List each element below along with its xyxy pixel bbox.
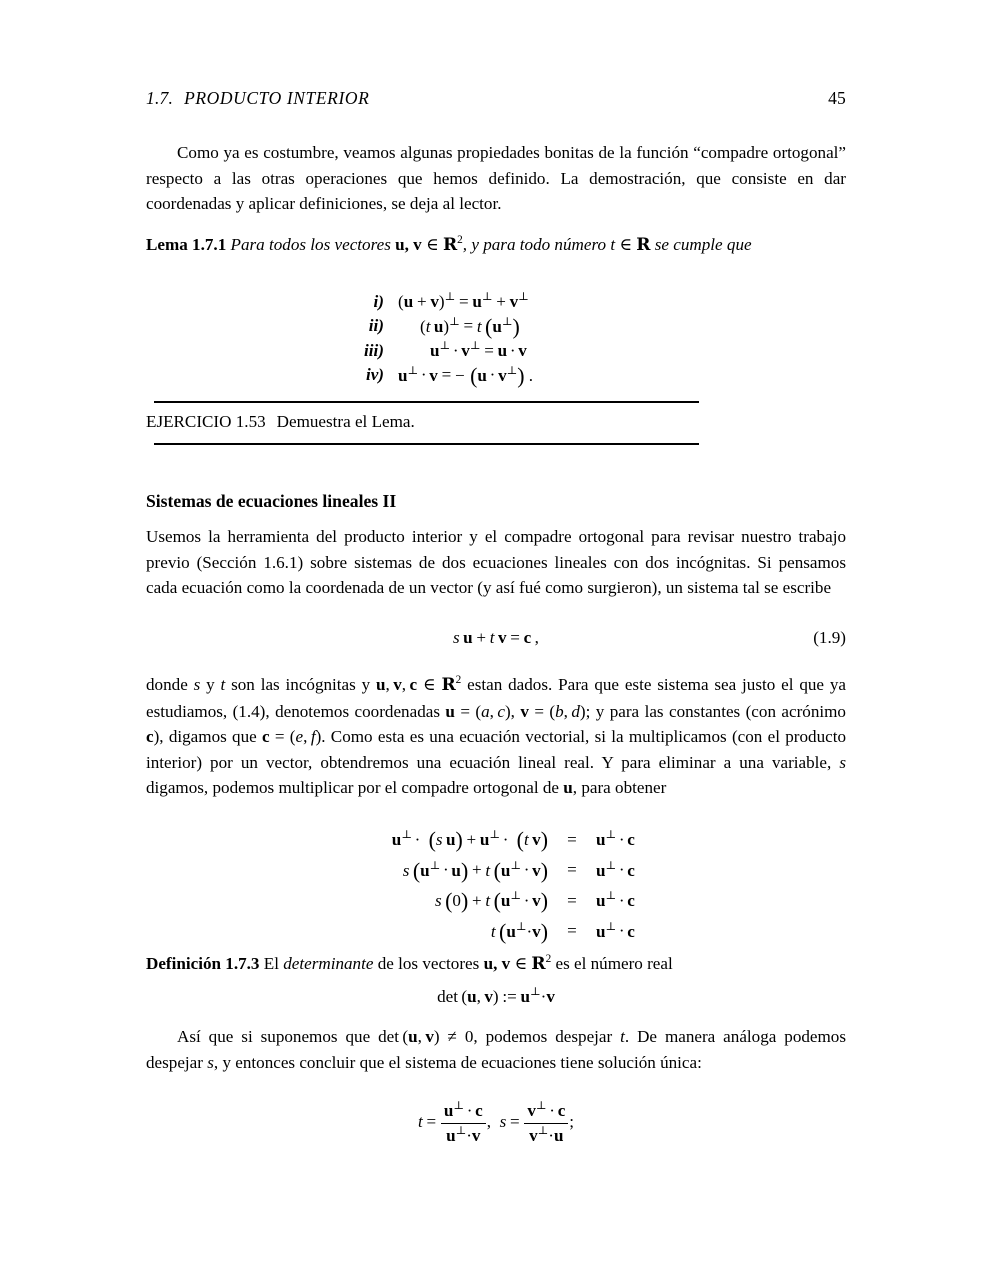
aligned-row	[146, 828, 846, 859]
page-number: 45	[828, 88, 846, 108]
lemma-text-1: Para todos los vectores	[230, 234, 396, 254]
closing-paragraph: Así que si suponemos que det (u, v) ≠ 0, podemos despejar t. De manera análoga podemos despejar s, y entonces concluir que el sistema de ecuaciones tiene solución única:	[146, 1027, 846, 1072]
intro-paragraph-block	[146, 140, 846, 217]
lemma-text-4: ∈	[615, 234, 637, 254]
section-heading: Sistemas de ecuaciones lineales II	[146, 491, 397, 511]
aligned-lhs: u⊥ · (s u) + u⊥ · (t v)	[391, 828, 548, 853]
lemma-item	[146, 339, 846, 364]
final-equation-row	[146, 1100, 846, 1147]
equation-1-9: s u + t v = c ,	[453, 628, 539, 647]
aligned-lhs: t (u⊥·v)	[490, 919, 548, 944]
section-paragraph: Usemos la herramienta del producto interior y el compadre ortogonal para revisar nuestro trabajo previo (Sección 1.6.1) sobre sistemas de dos ecuaciones lineales con dos incógnitas. Si pensamos cada ecuación como la coordenada de un vector (y así fué como surgieron), un sistema tal se escribe	[146, 527, 846, 598]
t-denominator: u⊥·v	[446, 1124, 481, 1145]
lemma-space-R2: R	[636, 234, 651, 255]
lemma-statement	[146, 228, 846, 259]
lemma-space-exp: 2	[457, 234, 463, 246]
definition-exp: 2	[545, 953, 552, 965]
determinant-equation: det (u, v) := u⊥·v	[437, 986, 555, 1006]
running-head-number: 1.7.	[146, 88, 174, 108]
definition-text-3: ∈	[510, 953, 532, 973]
aligned-rhs: u⊥ · c	[596, 829, 635, 849]
aligned-row	[146, 920, 846, 951]
definition-text-2: de los vectores	[373, 953, 484, 973]
t-fraction	[441, 1100, 486, 1147]
s-denominator: v⊥·u	[529, 1124, 564, 1145]
final-eq-t-var: t	[417, 1112, 423, 1132]
final-eq-s-var: s	[499, 1112, 507, 1132]
lemma-item	[146, 315, 846, 340]
definition-block	[146, 947, 846, 978]
donde-paragraph: donde s y t son las incógnitas y u, v, c ∈ $R^2$ estan dados. Para que este sistema sea justo el que ya estudiamos, (1.4), denotemos coordenadas u = (a, c), v = (b, d); y para las constantes (con acrónimo c), digamos que c = (e, f). Como esta es una ecuación vectorial, si la multiplicamos (con el producto interior) por un vector, obtendremos una ecuación lineal real. Y para eliminar a una variable, s digamos, podemos multiplicar por el compadre ortogonal de u, para obtener	[146, 674, 846, 798]
donde-paragraph-block	[146, 668, 846, 801]
lemma-text-3: , y para todo número	[462, 234, 611, 254]
lemma-item-list	[146, 290, 846, 388]
aligned-row	[146, 889, 846, 920]
lemma-block	[146, 228, 846, 259]
aligned-row	[146, 859, 846, 890]
definition-text-1: El	[263, 953, 284, 973]
aligned-relation: =	[567, 921, 577, 941]
determinant-equation-row	[146, 985, 846, 1007]
lemma-item	[146, 290, 846, 315]
definition-space: R	[531, 953, 546, 974]
s-fraction	[524, 1100, 568, 1147]
document-page	[146, 0, 846, 1280]
lemma-label: Lema 1.7.1	[146, 234, 227, 254]
definition-vectors: u, v	[483, 953, 511, 973]
exercise-text-line	[146, 403, 846, 443]
exercise-text: Demuestra el Lema.	[276, 412, 415, 431]
intro-paragraph: Como ya es costumbre, veamos algunas propiedades bonitas de la función “compadre ortogonal” respecto a las otras operaciones que hemos definido. La demostración, que consiste en dar coordenadas y aplicar definiciones, se deja al lector.	[146, 143, 846, 214]
aligned-rhs: u⊥ · c	[596, 890, 635, 910]
running-head	[146, 88, 846, 114]
lemma-text-2: ∈	[421, 234, 443, 254]
lemma-space-R: R	[442, 234, 458, 255]
aligned-system	[146, 828, 846, 950]
s-numerator: v⊥ · c	[524, 1100, 568, 1124]
definition-label: Definición 1.7.3	[146, 953, 260, 973]
aligned-lhs: s (0) + t (u⊥ · v)	[435, 889, 548, 914]
aligned-relation: =	[567, 860, 577, 880]
exercise-label: EJERCICIO 1.53	[146, 412, 266, 431]
lemma-item-equation: (u + v)⊥ = u⊥ + v⊥	[398, 291, 529, 311]
lemma-item-label: ii)	[368, 316, 384, 336]
final-eq-comma: ,	[486, 1112, 492, 1132]
running-head-title: PRODUCTO INTERIOR	[184, 88, 370, 108]
lemma-text-5: se cumple que	[650, 234, 752, 254]
equation-1-9-tag: (1.9)	[813, 628, 846, 647]
final-eq-semicolon: ;	[569, 1112, 575, 1132]
aligned-rhs: u⊥ · c	[596, 920, 635, 941]
lemma-item-equation: (t u)⊥ = t (u⊥)	[420, 314, 520, 339]
aligned-lhs: s (u⊥ · u) + t (u⊥ · v)	[402, 858, 548, 883]
aligned-rhs: u⊥ · c	[596, 859, 635, 880]
closing-paragraph-block	[146, 1024, 846, 1075]
section-paragraph-block	[146, 524, 846, 601]
definition-emph: determinante	[283, 953, 374, 973]
exercise-box	[146, 401, 846, 445]
lemma-item-equation: u⊥ · v⊥ = u · v	[430, 340, 527, 360]
lemma-var-t: t	[610, 234, 616, 254]
definition-statement	[146, 947, 846, 978]
lemma-item-label: i)	[373, 291, 384, 311]
final-equation: t = $\frac{u^\perp \cdot c}{u^\perp\cdot v}$ , s = $\frac{v^\perp \cdot c}{v^\perp\cdot u}$ ;	[417, 1100, 575, 1145]
exercise-rule-bottom	[154, 443, 699, 445]
lemma-item-label: iii)	[364, 340, 384, 360]
t-numerator: u⊥ · c	[441, 1100, 486, 1124]
definition-text-4: es el número real	[551, 953, 673, 973]
lemma-item	[146, 364, 846, 389]
equation-1-9-row	[146, 628, 846, 648]
lemma-vectors: u, v	[395, 234, 422, 254]
aligned-relation: =	[567, 829, 577, 849]
lemma-item-label: iv)	[365, 365, 384, 385]
lemma-item-equation: u⊥ · v = − (u · v⊥) .	[398, 363, 534, 388]
aligned-relation: =	[567, 890, 577, 910]
